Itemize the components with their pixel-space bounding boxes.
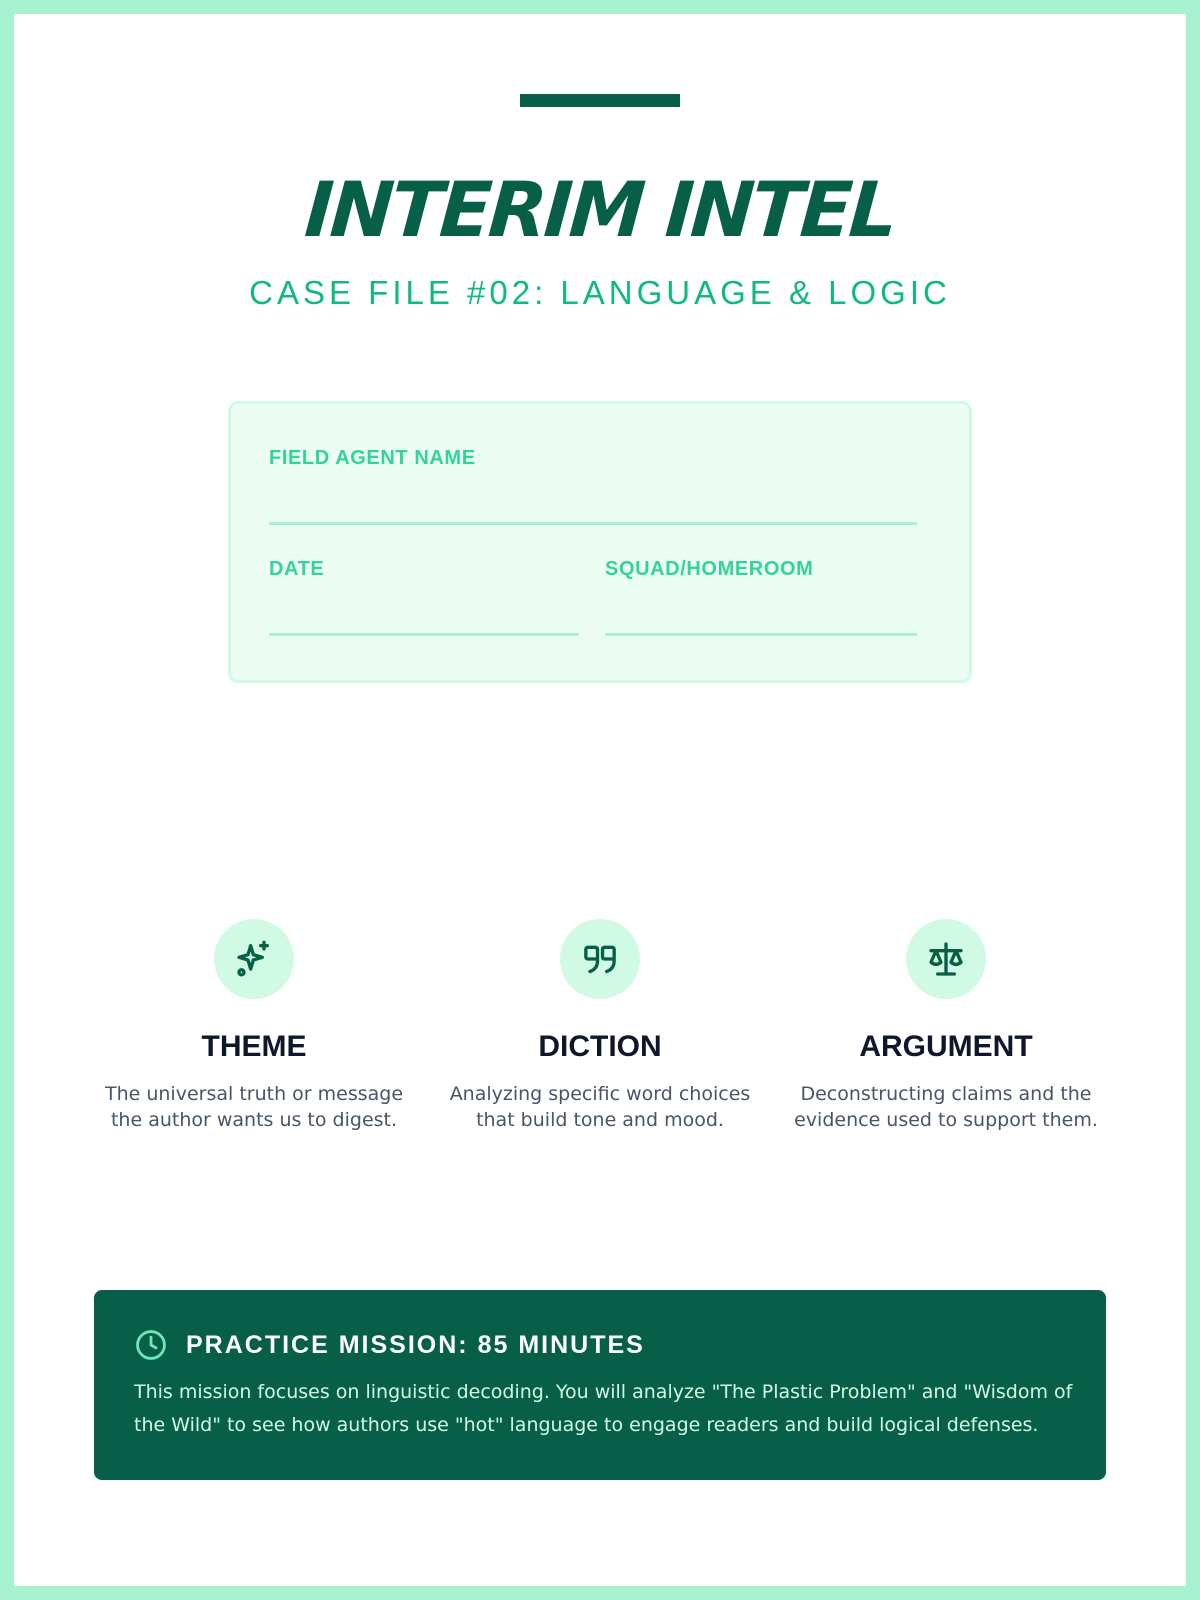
mission-header (134, 1328, 645, 1362)
date-field[interactable] (269, 633, 579, 636)
feature-argument (781, 919, 1111, 1133)
agent-name-field[interactable] (269, 522, 917, 525)
date-label: DATE (269, 558, 325, 580)
feature-title: DICTION (538, 1030, 662, 1063)
mission-description: This mission focuses on linguistic decoding. You will analyze "The Plastic Problem" and "Wisdom of the Wild" to see how authors use "hot" language to engage readers and build logical defenses. (134, 1381, 1073, 1436)
page-title: INTERIM INTEL (302, 165, 898, 254)
header-accent-bar (520, 94, 680, 107)
squad-field[interactable] (605, 633, 917, 636)
feature-diction (435, 919, 765, 1133)
feature-description: The universal truth or message the author wants us to digest. (104, 1083, 404, 1131)
scale-icon (906, 919, 986, 999)
worksheet-page (14, 14, 1186, 1586)
practice-mission-banner (94, 1290, 1106, 1480)
mission-title: PRACTICE MISSION: 85 MINUTES (186, 1330, 645, 1359)
feature-description: Analyzing specific word choices that build tone and mood. (449, 1083, 751, 1131)
clock-icon (134, 1328, 168, 1362)
agent-name-label: FIELD AGENT NAME (269, 447, 476, 469)
feature-title: THEME (201, 1030, 307, 1063)
feature-title: ARGUMENT (859, 1030, 1033, 1063)
squad-label: SQUAD/HOMEROOM (605, 558, 814, 580)
concepts-section (14, 919, 1186, 1179)
sparkles-icon (214, 919, 294, 999)
agent-info-form (228, 401, 972, 683)
feature-theme (89, 919, 419, 1133)
feature-description: Deconstructing claims and the evidence used to support them. (794, 1083, 1098, 1131)
page-subtitle: CASE FILE #02: LANGUAGE & LOGIC (249, 274, 951, 311)
quote-icon (560, 919, 640, 999)
